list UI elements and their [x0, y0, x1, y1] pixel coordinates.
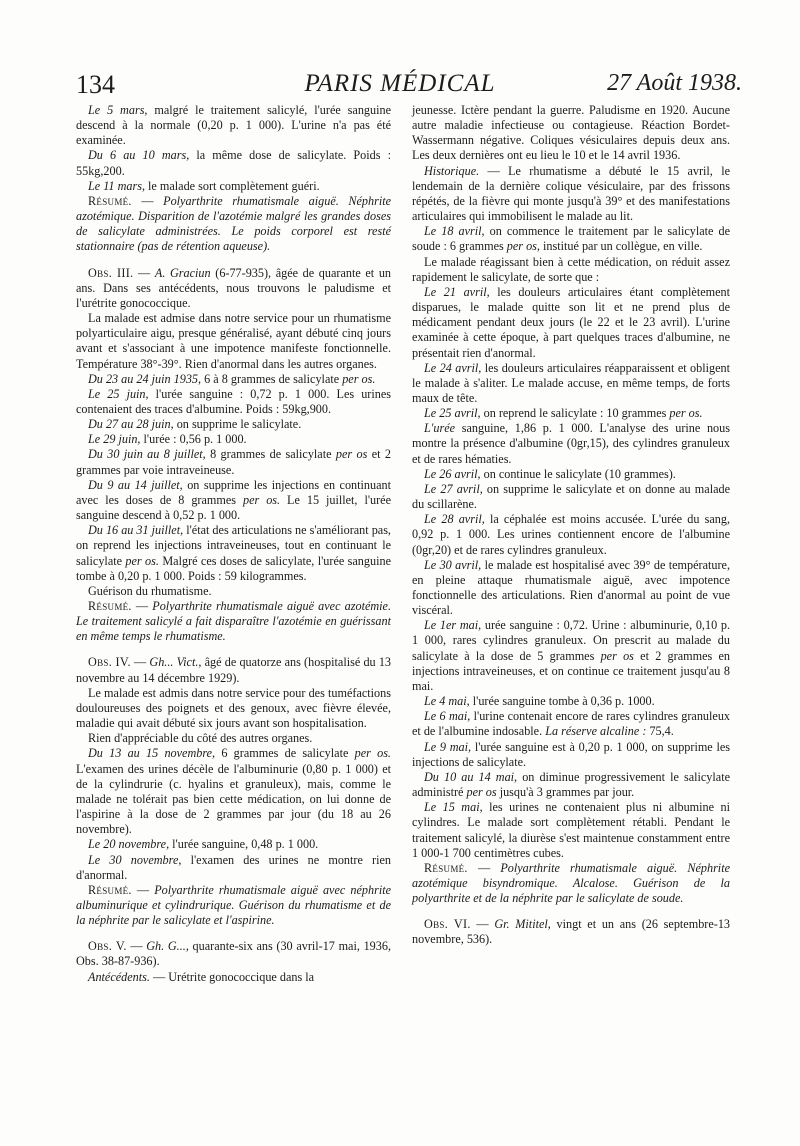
journal-title: PARIS MÉDICAL	[304, 70, 496, 97]
italic-text: Le 30 avril,	[424, 557, 482, 572]
body-text: on supprime les injections en continuant avec les doses de 8 grammes	[76, 477, 391, 507]
italic-text: Du 30 juin au 8 juillet,	[88, 447, 206, 462]
left-column	[76, 103, 391, 985]
paragraph	[76, 432, 391, 447]
body-text: vingt et un ans (26 septembre-13 novembre, 536).	[412, 917, 731, 947]
paragraph	[76, 372, 391, 387]
paragraph	[76, 584, 391, 599]
italic-text: Le 11 mars,	[88, 178, 145, 193]
paragraph	[412, 224, 730, 254]
paragraph	[76, 853, 391, 883]
italic-text: per os	[335, 447, 368, 462]
body-text: l'urée : 0,56 p. 1 000.	[140, 432, 247, 447]
italic-text: A. Graciun	[154, 265, 211, 280]
paragraph	[412, 770, 730, 800]
italic-text: per os.	[125, 553, 159, 568]
italic-text: Le 29 juin,	[88, 432, 141, 447]
italic-text: per os,	[506, 239, 540, 254]
body-text: —	[126, 939, 147, 954]
body-text: L'examen des urines décèle de l'albuminurie (0,80 p. 1 000) et de la cylindrurie (c. hyalins et granuleux), mais, comme le malade ne tolérait pas bien cette médication, on lui donne de l'aspirine à la dose de 2 grammes par jour (du 18 au 26 novembre).	[76, 761, 391, 837]
body-text: on diminue progressivement le salicylate administré	[412, 769, 730, 800]
body-text: on continue le salicylate (10 grammes).	[480, 466, 676, 481]
italic-text: Le 26 avril,	[424, 466, 481, 481]
body-text: 75,4.	[646, 724, 674, 739]
body-text: on reprend le salicylate : 10 grammes	[480, 406, 670, 421]
paragraph	[412, 361, 730, 406]
italic-text: Antécédents.	[88, 969, 150, 984]
body-text: l'état des articulations ne s'améliorant pas, on reprend les injections intraveineuses, tout en continuant le salicylate	[76, 523, 391, 568]
section-label: Obs. IV.	[88, 655, 131, 670]
section-label: Résumé.	[424, 860, 468, 875]
body-text: institué par un collègue, en ville.	[539, 239, 703, 254]
body-text: Guérison du rhumatisme.	[88, 583, 212, 598]
italic-text: Polyarthrite rhumatismale aiguë avec néphrite albuminurique et cylindrurique. Guérison du rhumatisme et de la néphrite par le salicylate et l'aspirine.	[76, 882, 392, 928]
paragraph	[76, 731, 391, 746]
paragraph	[412, 285, 730, 361]
body-text: on supprime le salicylate.	[173, 417, 302, 432]
italic-text: Du 27 au 28 juin,	[88, 417, 174, 432]
paragraph	[76, 478, 391, 523]
body-text: 8 grammes de salicylate	[205, 447, 336, 462]
italic-text: Le 21 avril,	[424, 284, 490, 299]
body-text: âgé de quatorze ans (hospitalisé du 13 novembre au 14 décembre 1929).	[76, 655, 392, 685]
body-text: —	[131, 882, 155, 897]
paragraph	[76, 266, 391, 311]
body-text: l'urine contenait encore de rares cylindres granuleux et de l'albumine indosable.	[412, 709, 731, 739]
italic-text: Le 25 avril,	[424, 406, 481, 421]
paragraph	[76, 746, 391, 837]
body-text: sanguine, 1,86 p. 1 000. L'analyse des urine nous montre la présence d'albumine (0gr,15), des cylindres granuleux et de rares hématies.	[412, 421, 730, 466]
italic-text: per os.	[669, 406, 703, 421]
body-text: jusqu'à 3 grammes par jour.	[496, 785, 635, 800]
body-text: on supprime le salicylate et on donne au malade du scillarène.	[412, 481, 730, 512]
paragraph	[76, 194, 391, 255]
body-text: —	[131, 599, 153, 613]
paragraph	[76, 447, 391, 477]
italic-text: Gh. G...,	[146, 939, 189, 954]
italic-text: Du 16 au 31 juillet,	[88, 523, 184, 538]
body-text: la même dose de salicylate. Poids : 55kg,200.	[76, 148, 391, 178]
italic-text: Polyarthrite rhumatismale aiguë. Néphrite azotémique bisyndromique. Alcalose. Guérison de la polyarthrite et de la néphrite par le salicylate de soude.	[412, 860, 730, 906]
section-label: Obs. VI.	[424, 917, 471, 932]
body-text: et 2 grammes en injections intraveineuses, et on continue ce traitement jusqu'au 8 mai.	[412, 648, 730, 693]
body-text: 6 à 8 grammes de salicylate	[201, 371, 343, 386]
body-text: l'urée sanguine tombe à 0,36 p. 1000.	[469, 694, 655, 709]
body-text: —	[470, 917, 495, 932]
body-text: jeunesse. Ictère pendant la guerre. Paludisme en 1920. Aucune autre maladie infectieuse ou contagieuse. Réaction Bordet-Wassermann négative. Coliques vésiculaires depuis deux ans. Les deux dernières ont eu lieu le 10 et le 14 avril 1936.	[412, 103, 730, 163]
italic-text: per os	[600, 648, 634, 663]
body-text: la céphalée est moins accusée. L'urée du sang, 0,92 p. 1 000. Les urines contiennent encore de l'albumine (0gr,20) et de rares cylindres granuleux.	[412, 512, 730, 557]
italic-text: Le 9 mai,	[424, 739, 472, 754]
body-text: les urines ne contenaient plus ni albumine ni cylindres. Le malade sort complètement rétabli. Pendant le traitement salicylé, la diurèse s'est maintenue constamment entre 1 000-1 700 centimètres cubes.	[412, 800, 731, 860]
paragraph	[76, 686, 391, 731]
page-number: 134	[76, 70, 115, 99]
italic-text: Du 6 au 10 mars,	[88, 148, 190, 163]
italic-text: Polyarthrite rhumatismale aiguë avec azotémie. Le traitement salicylé a fait disparaître l'azotémie en guérissant en même temps le rhumatisme.	[76, 599, 392, 644]
paragraph	[76, 599, 391, 644]
body-text: quarante-six ans (30 avril-17 mai, 1936, Obs. 38-87-936).	[76, 939, 392, 969]
section-label: Résumé.	[88, 193, 132, 208]
italic-text: Le 20 novembre,	[88, 837, 170, 852]
italic-text: per os	[466, 785, 497, 800]
paragraph	[76, 883, 391, 928]
italic-text: Le 18 avril,	[424, 224, 485, 239]
paragraph	[76, 311, 391, 372]
paragraph	[412, 482, 730, 512]
section-label: Résumé.	[88, 599, 132, 613]
italic-text: La réserve alcaline :	[545, 724, 647, 739]
italic-text: L'urée	[424, 421, 456, 436]
paragraph	[412, 861, 730, 906]
paragraph	[412, 406, 730, 421]
paragraph	[412, 709, 730, 739]
paragraph	[76, 523, 391, 584]
body-text: — Urétrite gonococcique dans la	[149, 969, 315, 984]
issue-date: 27 Août 1938.	[607, 70, 742, 96]
paragraph	[412, 917, 730, 947]
body-text: le malade est hospitalisé avec 39° de température, en pleine attaque rhumatismale aiguë, avec impotence fonctionnelle des articulations. Rien d'anormal au point de vue viscéral.	[412, 557, 730, 618]
italic-text: Du 13 au 15 novembre,	[88, 746, 216, 761]
paragraph	[76, 970, 391, 985]
paragraph	[76, 148, 391, 178]
italic-text: Le 5 mars,	[88, 103, 148, 117]
italic-text: Gh... Vict.,	[149, 655, 202, 670]
paragraph	[76, 837, 391, 852]
body-text: et 2 grammes par voie intraveineuse.	[76, 447, 392, 477]
body-text: 6 grammes de salicylate	[215, 746, 355, 761]
paragraph	[412, 164, 730, 225]
italic-text: Le 27 avril,	[424, 481, 483, 496]
paragraph	[76, 417, 391, 432]
italic-text: per os.	[342, 371, 376, 386]
paragraph	[76, 179, 391, 194]
body-text: — Le rhumatisme a débuté le 15 avril, le lendemain de la dernière colique vésiculaire, par des frissons répétés, de la fièvre qui monte jusqu'à 39° et des manifestations articulaires qui immobilisent le malade au lit.	[412, 163, 730, 224]
italic-text: Du 9 au 14 juillet,	[88, 477, 183, 492]
paragraph	[412, 421, 730, 466]
body-text: Malgré ces doses de salicylate, l'urée sanguine tombe à 0,20 p. 1 000. Poids : 59 kilogrammes.	[76, 553, 391, 583]
italic-text: Du 10 au 14 mai,	[424, 769, 518, 784]
italic-text: Le 24 avril,	[424, 360, 482, 375]
paragraph	[412, 558, 730, 619]
section-label: Résumé.	[88, 882, 132, 897]
body-text: les douleurs articulaires réapparaissent et obligent le malade à s'aliter. Le malade accuse, en même temps, de forts maux de tête.	[412, 360, 730, 405]
paragraph	[412, 512, 730, 557]
paragraph	[76, 103, 391, 148]
body-text: les douleurs articulaires étant complètement disparues, le malade quitte son lit et ne prend plus de médicament pendant deux jours (le 22 et le 23 avril). L'urine examinée à cette époque, à part quelques traces d'albumine, ne présentait rien d'anormal.	[412, 284, 730, 360]
body-text: Le malade est admis dans notre service pour des tuméfactions douloureuses des poignets et des genoux, avec fièvre élevée, maladie qui avait débuté six jours avant son hospitalisation.	[76, 685, 391, 731]
italic-text: Le 4 mai,	[424, 694, 470, 709]
body-text: on commence le traitement par le salicylate de soude : 6 grammes	[412, 224, 730, 254]
body-text: l'urée sanguine est à 0,20 p. 1 000, on supprime les injections de salicylate.	[412, 739, 730, 769]
body-text: —	[467, 860, 501, 875]
italic-text: Le 15 mai,	[424, 800, 483, 815]
italic-text: Du 23 au 24 juin 1935,	[88, 371, 202, 386]
italic-text: per os.	[242, 492, 281, 507]
paragraph	[412, 800, 730, 861]
italic-text: Polyarthrite rhumatismale aiguë. Néphrite azotémique. Disparition de l'azotémie malgré les grandes doses de salicylate administrées. Le poids corporel est resté stationnaire (pas de rétention aqueuse).	[76, 193, 392, 254]
italic-text: Le 6 mai,	[424, 709, 471, 724]
paragraph	[412, 103, 730, 164]
italic-text: Le 28 avril,	[424, 512, 485, 527]
italic-text: per os.	[354, 746, 391, 761]
paragraph	[412, 694, 730, 709]
body-text: malgré le traitement salicylé, l'urée sanguine descend à la normale (0,20 p. 1 000). L'urine n'a pas été examinée.	[76, 103, 391, 148]
paragraph	[76, 939, 391, 969]
italic-text: Le 25 juin,	[88, 386, 149, 401]
body-text: le malade sort complètement guéri.	[145, 178, 320, 193]
paragraph	[76, 655, 391, 685]
section-label: Obs. III.	[88, 265, 134, 280]
body-text: —	[131, 193, 164, 208]
italic-text: Le 30 novembre,	[88, 852, 182, 867]
body-text: l'urée sanguine, 0,48 p. 1 000.	[169, 837, 319, 852]
paragraph	[412, 467, 730, 482]
body-text: —	[133, 265, 155, 280]
italic-text: Gr. Mititel,	[494, 917, 551, 932]
paragraph	[412, 618, 730, 694]
body-text: l'urée sanguine : 0,72 p. 1 000. Les urines contenaient des traces d'albumine. Poids : 59kg,900.	[76, 386, 391, 416]
italic-text: Historique.	[424, 163, 480, 178]
body-text: La malade est admise dans notre service pour un rhumatisme polyarticulaire aigu, presque généralisé, ayant débuté cinq jours avant et s'associant à une impotence manifeste fonctionnelle. Température 38°-39°. Rien d'anormal dans les autres organes.	[76, 311, 391, 371]
body-text: l'examen des urines ne montre rien d'anormal.	[76, 852, 391, 882]
body-text: Le malade réagissant bien à cette médication, on réduit assez rapidement le salicylate, de sorte que :	[412, 254, 730, 284]
body-text: —	[130, 655, 150, 670]
body-text: urée sanguine : 0,72. Urine : albuminurie, 0,10 p. 1 000, rares cylindres granuleux. On prescrit au malade du salicylate à la dose de 5 grammes	[412, 618, 730, 663]
paragraph	[76, 387, 391, 417]
italic-text: Le 1er mai,	[424, 618, 482, 633]
body-text: (6-77-935), âgée de quarante et un ans. Dans ses antécédents, nous trouvons le paludisme et l'urétrite gonococcique.	[76, 265, 392, 310]
body-text: Le 15 juillet, l'urée sanguine descend à 0,52 p. 1 000.	[76, 492, 391, 523]
section-label: Obs. V.	[88, 939, 127, 954]
right-column	[412, 103, 730, 948]
body-text: Rien d'appréciable du côté des autres organes.	[88, 731, 313, 746]
paragraph	[412, 255, 730, 285]
paragraph	[412, 740, 730, 770]
